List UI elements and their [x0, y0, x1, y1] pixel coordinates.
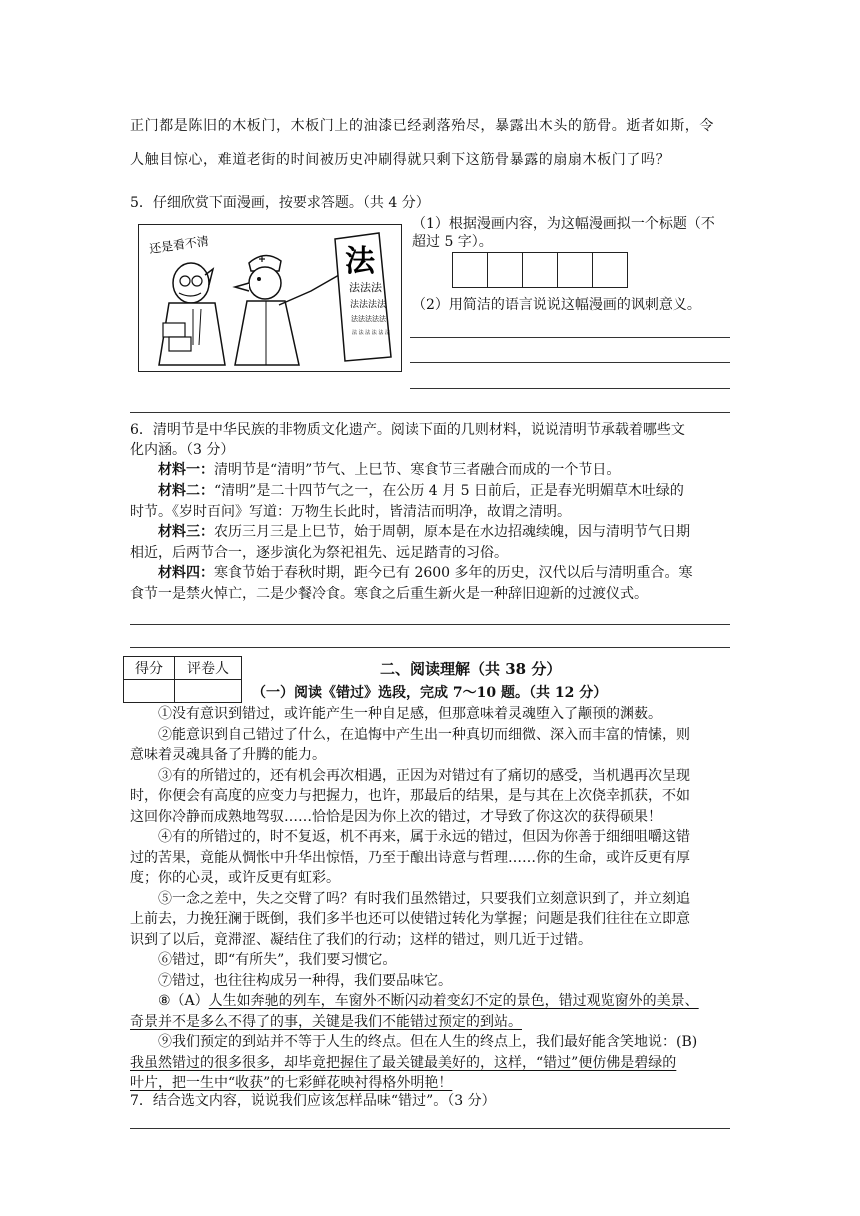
passage-p1: ①没有意识到错过，或许能产生一种自足感，但那意味着灵魂堕入了颟顸的渊薮。	[158, 706, 662, 722]
top-paragraph-line-1: 正门都是陈旧的木板门，木板门上的油漆已经剥落殆尽，暴露出木头的筋骨。逝者如斯，令	[130, 118, 714, 134]
q6-line-2: 化内涵。（3 分）	[130, 442, 235, 458]
material-2	[158, 481, 684, 501]
material-1	[158, 460, 620, 480]
passage-p8-line-2: 奇景并不是多么不得了的事，关键是我们不能错过预定的到站。	[130, 1014, 522, 1030]
passage-p2-line-1: ②能意识到自己错过了什么，在追悔中产生出一种真切而细微、深入而丰富的情愫，则	[158, 727, 690, 743]
material-2-line-2: 时节。《岁时百问》写道：万物生长此时，皆清洁而明净，故谓之清明。	[130, 504, 571, 520]
passage-p6: ⑥错过，即“有所失”，我们要习惯它。	[158, 952, 397, 968]
passage-p3-line-1: ③有的所错过的，还有机会再次相遇，正因为对错过有了痛切的感受，当机遇再次呈现	[158, 768, 690, 784]
answer-box[interactable]	[452, 252, 488, 288]
q5-sub1-line-1: （1）根据漫画内容，为这幅漫画拟一个标题（不	[412, 216, 715, 232]
eye-chart-large-char: 法	[345, 244, 375, 279]
passage-p9-line-1: ⑨我们预定的到站并不等于人生的终点。但在人生的终点上，我们最好能含笑地说：(B)	[158, 1034, 698, 1050]
material-2-text: “清明”是二十四节气之一，在公历 4 月 5 日前后，正是春光明媚草木吐绿的	[214, 483, 684, 499]
answer-line[interactable]	[410, 362, 730, 363]
score-table	[123, 656, 242, 703]
top-paragraph-line-2: 人触目惊心，难道老街的时间被历史冲刷得就只剩下这筋骨暴露的扇扇木板门了吗？	[130, 152, 671, 168]
passage-p8-line-1	[158, 991, 699, 1011]
passage-p9-line-2: 我虽然错过的很多很多，却毕竟把握住了最关键最美好的，这样，“错过”便仿佛是碧绿的	[130, 1055, 677, 1071]
material-3-label: 材料三：	[158, 524, 214, 540]
passage-p4-line-2: 过的苦果，竟能从惆怅中升华出惊悟，乃至于酿出诗意与哲理……你的生命，或许反更有厚	[130, 850, 690, 866]
material-2-label: 材料二：	[158, 483, 214, 499]
section-divider	[130, 412, 730, 413]
passage-p4-line-3: 度；你的心灵，或许反更有虹彩。	[130, 870, 340, 886]
q5-sub1-line-2: 超过 5 字）。	[412, 234, 493, 250]
cartoon-speech-text: 还是看不清	[148, 233, 210, 257]
passage-p5-line-1: ⑤一念之差中，失之交臂了吗？有时我们虽然错过，只要我们立刻意识到了，并立刻追	[158, 891, 690, 907]
passage-p5-line-3: 识到了以后，竟滞涩、凝结住了我们的行动；这样的错过，则几近于过错。	[130, 932, 592, 948]
passage-p9-line-3: 叶片，把一生中“收获”的七彩鲜花映衬得格外明艳！	[130, 1075, 453, 1091]
passage-subtitle: （一）阅读《错过》选段，完成 7～10 题。（共 12 分）	[252, 685, 608, 701]
passage-p2-line-2: 意味着灵魂具备了升腾的能力。	[130, 747, 326, 763]
satirical-cartoon-image	[138, 224, 402, 372]
q7-prompt: 7．结合选文内容，说说我们应该怎样品味“错过”。（3 分）	[130, 1093, 496, 1109]
answer-box[interactable]	[522, 252, 558, 288]
score-label: 得分	[124, 657, 175, 680]
passage-p7: ⑦错过，也往往构成另一种得，我们要品味它。	[158, 973, 452, 989]
material-3-line-2: 相近，后两节合一，逐步演化为祭祀祖先、远足踏青的习俗。	[130, 545, 508, 561]
eye-chart-row-3: 法法法法	[350, 300, 387, 310]
material-3-text: 农历三月三是上巳节，始于周朝，原本是在水边招魂续魄，因与清明节气日期	[214, 524, 690, 540]
grader-cell[interactable]	[175, 680, 242, 703]
passage-p3-line-3: 这回你冷静而成熟地驾驭……恰恰是因为你上次的错过，才导致了你这次的获得硕果！	[130, 809, 662, 825]
section2-title: 二、阅读理解（共 38 分）	[380, 660, 562, 678]
answer-line[interactable]	[130, 624, 730, 625]
material-3	[158, 522, 690, 542]
grader-label: 评卷人	[175, 657, 242, 680]
passage-p8-underlined: 人生如奔驰的列车，车窗外不断闪动着变幻不定的景色，错过观览窗外的美景、	[208, 993, 699, 1009]
eye-chart-row-4: 法法法法法	[351, 315, 386, 323]
score-cell[interactable]	[124, 680, 175, 703]
material-4-text: 寒食节始于春秋时期，距今已有 2600 多年的历史，汉代以后与清明重合。寒	[214, 565, 693, 581]
answer-box[interactable]	[592, 252, 628, 288]
q6-line-1: 6．清明节是中华民族的非物质文化遗产。阅读下面的几则材料，说说清明节承载着哪些文	[130, 422, 685, 438]
eye-chart-row-2: 法法法	[349, 281, 382, 294]
passage-p3-line-2: 时，你便会有高度的应变力与把握力，也许，那最后的结果，是与其在上次侥幸抓获，不如	[130, 788, 690, 804]
material-1-label: 材料一：	[158, 462, 214, 478]
title-answer-boxes[interactable]	[453, 252, 628, 288]
answer-line[interactable]	[410, 337, 730, 338]
answer-line[interactable]	[130, 1128, 730, 1129]
material-4-label: 材料四：	[158, 565, 214, 581]
answer-line[interactable]	[130, 647, 730, 648]
cartoon-drawing	[139, 225, 401, 371]
q5-sub2: （2）用简洁的语言说说这幅漫画的讽刺意义。	[412, 297, 701, 313]
eye-chart-row-5: 法 法 法 法 法 法	[352, 330, 390, 336]
material-4-line-2: 食节一是禁火悼亡，二是少餐冷食。寒食之后重生新火是一种辞旧迎新的过渡仪式。	[130, 586, 648, 602]
answer-line[interactable]	[410, 388, 730, 389]
q5-title: 5．仔细欣赏下面漫画，按要求答题。（共 4 分）	[130, 195, 430, 211]
answer-box[interactable]	[487, 252, 523, 288]
passage-p8-marker: ⑧（A）	[158, 993, 209, 1009]
passage-p5-line-2: 上前去，力挽狂澜于既倒，我们多半也还可以使错过转化为掌握；问题是我们往往在立即意	[130, 911, 690, 927]
passage-p4-line-1: ④有的所错过的，时不复返，机不再来，属于永远的错过，但因为你善于细细咀嚼这错	[158, 829, 690, 845]
material-4	[158, 563, 693, 583]
material-1-text: 清明节是“清明”节气、上巳节、寒食节三者融合而成的一个节日。	[214, 462, 621, 478]
answer-box[interactable]	[557, 252, 593, 288]
